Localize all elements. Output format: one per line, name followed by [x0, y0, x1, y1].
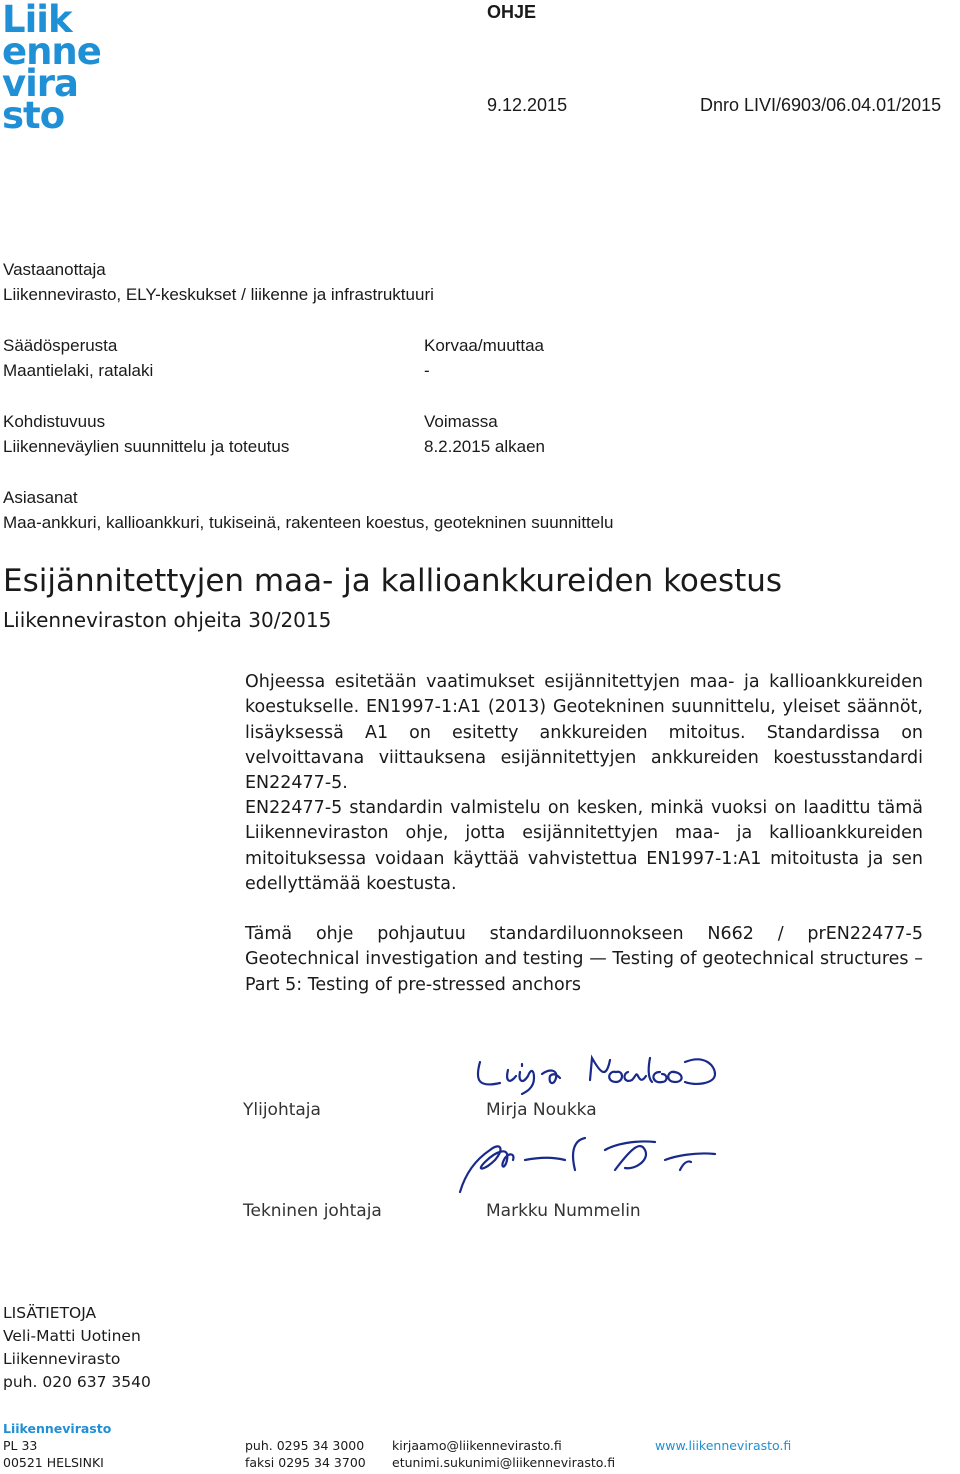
contact-block	[3, 1302, 151, 1394]
footer-phone: puh. 0295 34 3000	[245, 1438, 365, 1453]
signature-role: Tekninen johtaja	[243, 1201, 382, 1221]
voimassa-label: Voimassa	[424, 412, 498, 431]
footer-org: Liikennevirasto	[3, 1421, 112, 1436]
vastaanottaja-label: Vastaanottaja	[3, 260, 106, 279]
signature-name: Mirja Noukka	[486, 1100, 597, 1120]
signature-role: Ylijohtaja	[243, 1100, 321, 1120]
vastaanottaja-value: Liikennevirasto, ELY-keskukset / liikenne ja infrastruktuuri	[3, 285, 434, 304]
asiasanat-label: Asiasanat	[3, 488, 78, 507]
paragraph: Ohjeessa esitetään vaatimukset esijännitettyjen maa- ja kallioankkureiden koestukselle. EN1997-1:A1 (2013) Geotekninen suunnittelu, yleiset säännöt, lisäyksessä A1 on esitetty ankkureiden mitoitus. Standardissa on velvoittavana viittauksena esijännitettyjen ankkureiden koestusstandardi EN22477-5.	[245, 672, 923, 794]
footer-phones	[245, 1437, 366, 1471]
footer-email[interactable]: kirjaamo@liikennevirasto.fi	[392, 1438, 562, 1453]
logo-line: sto	[2, 94, 65, 137]
footer-address	[3, 1420, 111, 1471]
saadosperusta-value: Maantielaki, ratalaki	[3, 361, 154, 380]
contact-heading: LISÄTIETOJA	[3, 1304, 97, 1322]
paragraph: EN22477-5 standardin valmistelu on kesken, minkä vuoksi on laadittu tämä Liikenneviraston ohje, jotta esijännitettyjen maa- ja kallioankkureiden mitoituksessa voidaan käyttää vahvistettua EN1997-1:A1 mitoitusta ja sen edellyttämää koestusta.	[245, 798, 923, 894]
footer-po: PL 33	[3, 1438, 38, 1453]
contact-name: Veli-Matti Uotinen	[3, 1327, 141, 1345]
saadosperusta-label: Säädösperusta	[3, 336, 118, 355]
korvaa-value: -	[424, 361, 430, 380]
kohdistuvuus-value: Liikenneväylien suunnittelu ja toteutus	[3, 437, 290, 456]
voimassa-value: 8.2.2015 alkaen	[424, 437, 545, 456]
signature-name: Markku Nummelin	[486, 1201, 641, 1221]
logo-line: enne	[2, 30, 101, 73]
footer-website-link[interactable]: www.liikennevirasto.fi	[655, 1438, 792, 1453]
logo-line: vira	[2, 62, 79, 105]
logo-line: Liik	[2, 0, 72, 41]
footer-email[interactable]: etunimi.sukunimi@liikennevirasto.fi	[392, 1455, 616, 1470]
kohdistuvuus-label: Kohdistuvuus	[3, 412, 106, 431]
paragraph: Tämä ohje pohjautuu standardiluonnokseen N662 / prEN22477-5 Geotechnical investigation and testing — Testing of geotechnical structures – Part 5: Testing of pre-stressed anchors	[245, 924, 923, 995]
signature-markku-nummelin	[455, 1130, 735, 1200]
contact-phone: puh. 020 637 3540	[3, 1373, 151, 1391]
doc-dnro: Dnro LIVI/6903/06.04.01/2015	[700, 95, 942, 115]
doc-date: 9.12.2015	[487, 95, 568, 115]
document-title: Esijännitettyjen maa- ja kallioankkureiden koestus	[3, 563, 783, 599]
contact-org: Liikennevirasto	[3, 1350, 121, 1368]
doc-type: OHJE	[487, 2, 537, 22]
footer-city: 00521 HELSINKI	[3, 1455, 104, 1470]
footer-fax: faksi 0295 34 3700	[245, 1455, 366, 1470]
asiasanat-value: Maa-ankkuri, kallioankkuri, tukiseinä, rakenteen koestus, geotekninen suunnittelu	[3, 513, 614, 532]
document-subtitle: Liikenneviraston ohjeita 30/2015	[3, 608, 332, 632]
korvaa-label: Korvaa/muuttaa	[424, 336, 545, 355]
liikennevirasto-logo	[2, 0, 132, 137]
signature-mirja-noukka	[470, 1050, 740, 1095]
footer-emails	[392, 1437, 615, 1471]
